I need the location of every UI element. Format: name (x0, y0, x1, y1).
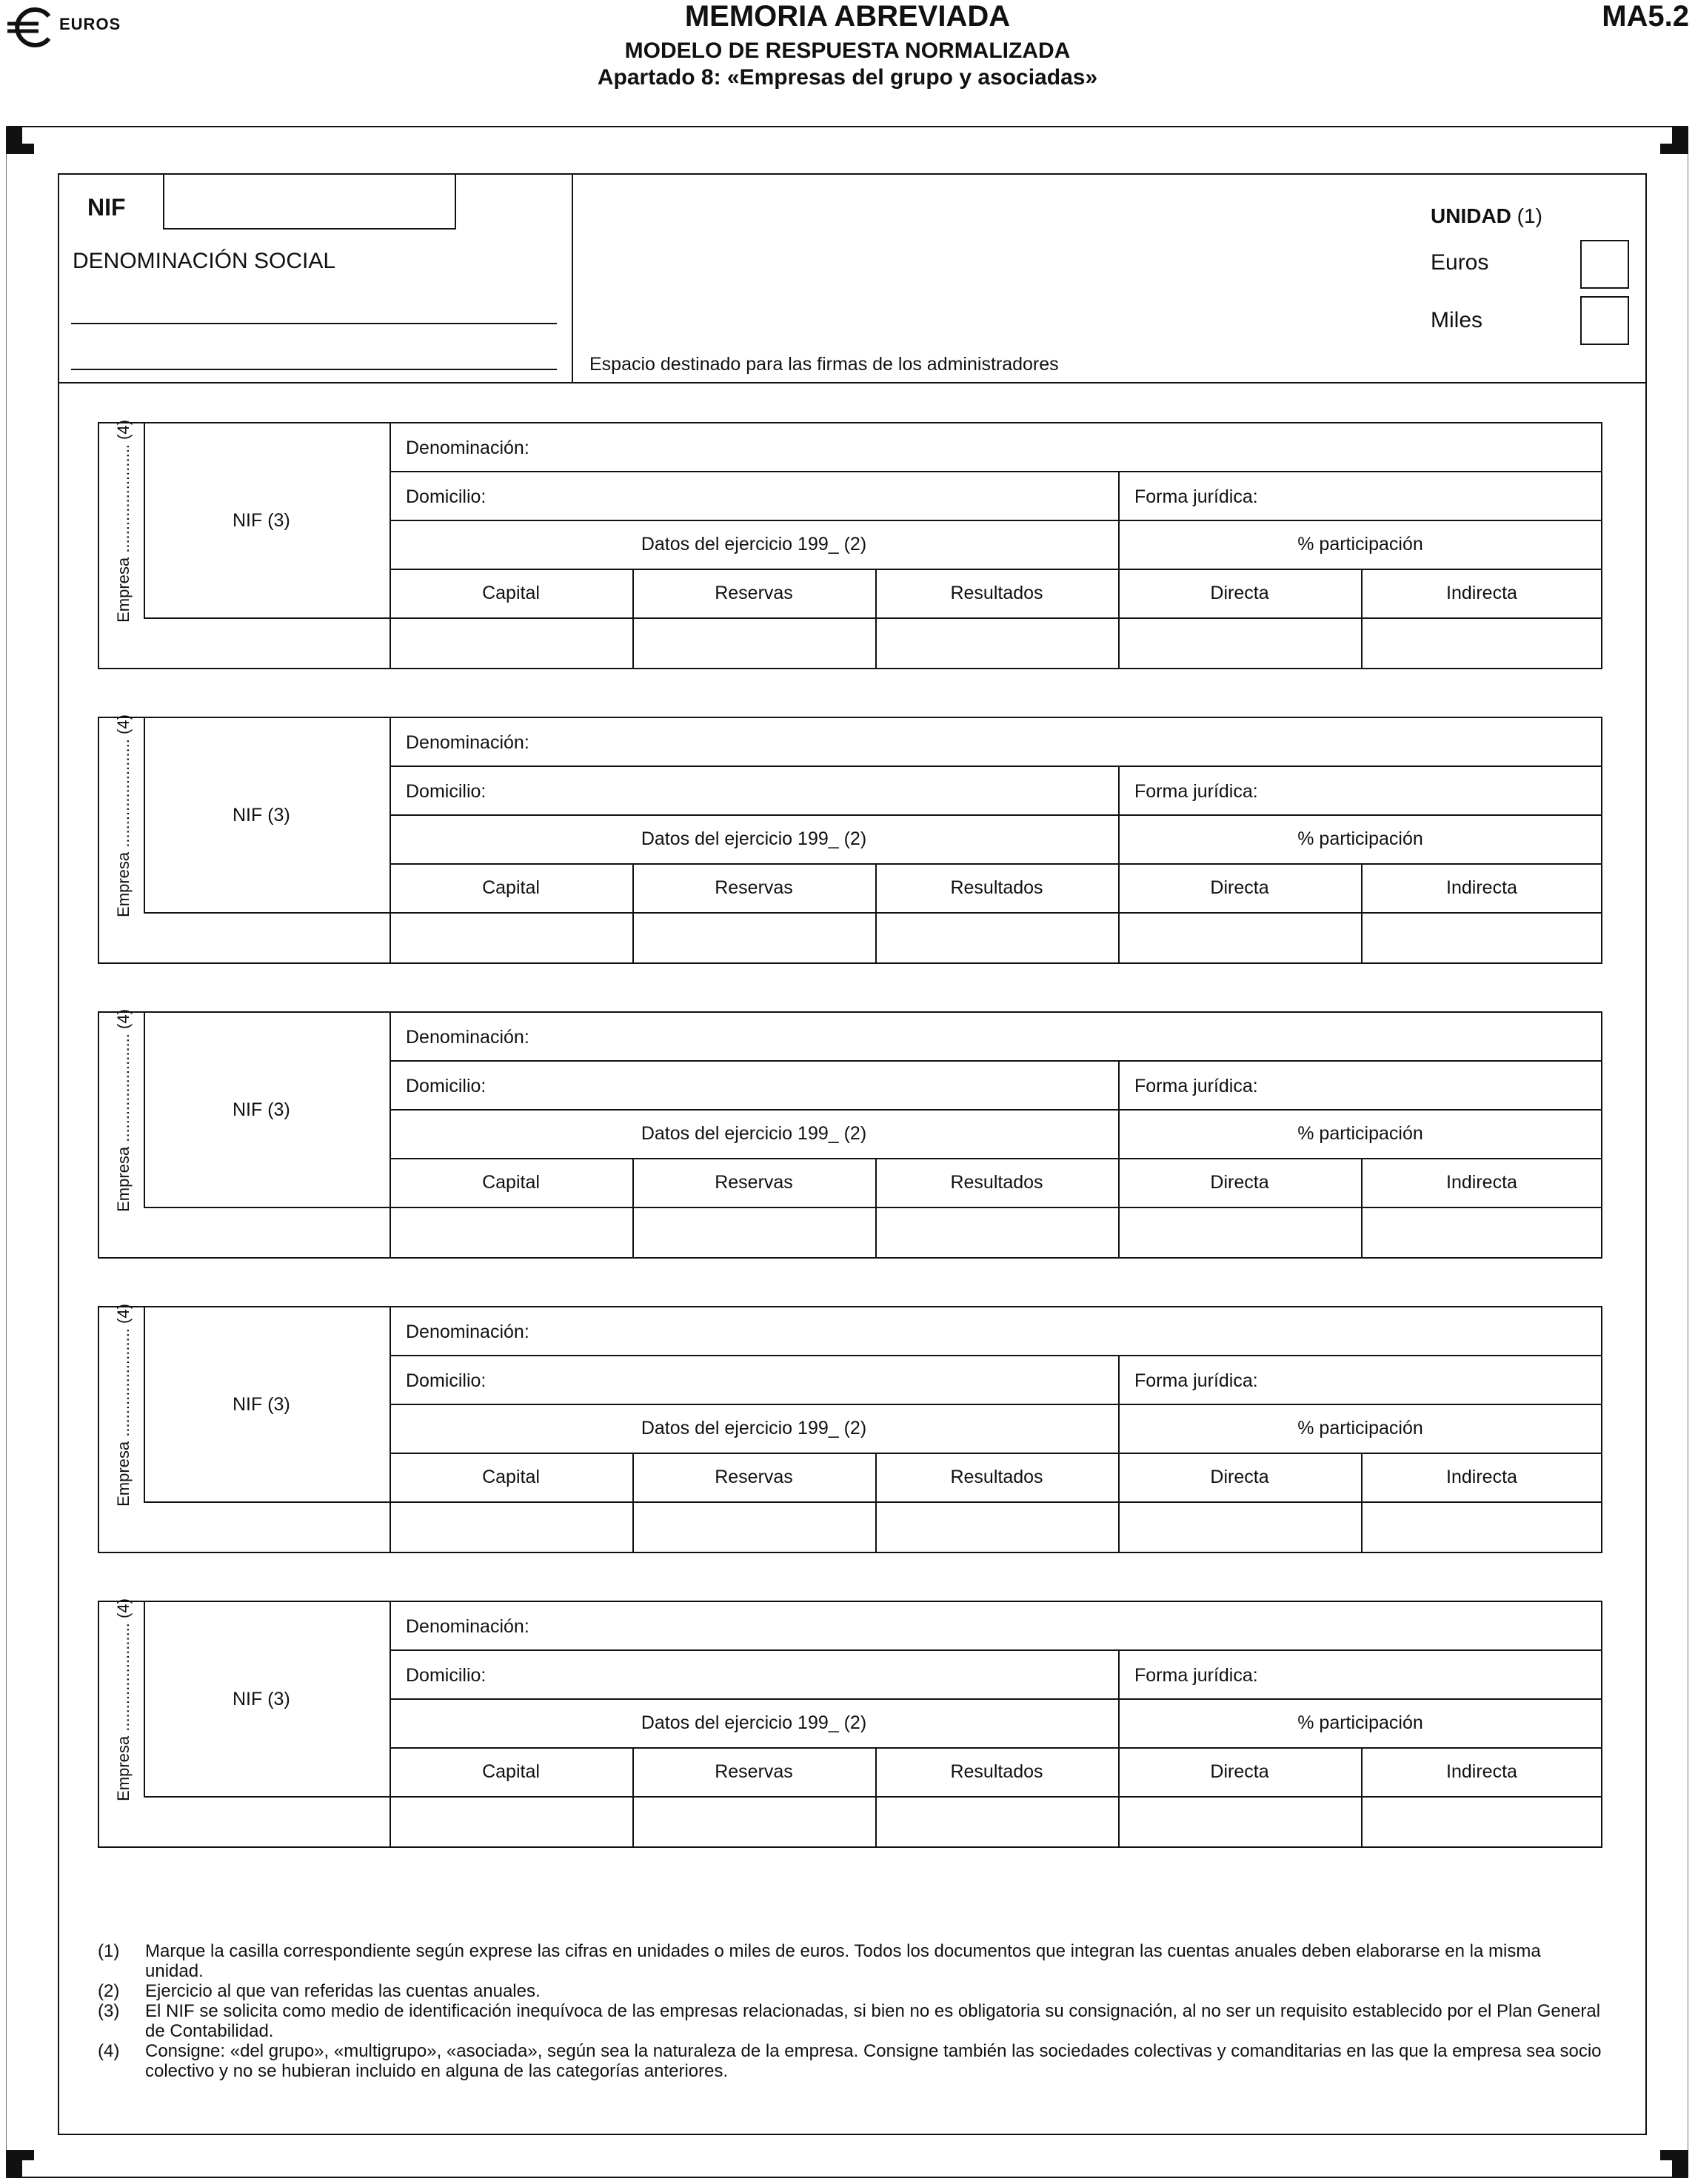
col-reservas: Reservas (715, 877, 793, 898)
forma-juridica-label: Forma jurídica: (1134, 1370, 1258, 1391)
participacion-label: % participación (1297, 534, 1423, 555)
company-nif-label: NIF (3) (233, 1099, 290, 1120)
denominacion-label: Denominación: (406, 1027, 529, 1048)
domicilio-label: Domicilio: (406, 1076, 487, 1096)
col-directa: Directa (1210, 1467, 1269, 1487)
footnote-text: Marque la casilla correspondiente según exprese las cifras en unidades o miles de euros. Todos los documentos que integran las cuentas anuales deben elaborarse en la misma unidad. (145, 1941, 1541, 1981)
col-indirecta: Indirecta (1446, 1172, 1517, 1193)
col-resultados: Resultados (950, 583, 1043, 603)
datos-ejercicio-label: Datos del ejercicio 199_ (2) (641, 828, 867, 849)
footnotes (98, 1941, 1602, 2081)
col-resultados: Resultados (950, 877, 1043, 898)
unidad-label-text: UNIDAD (1431, 204, 1511, 227)
footnote-number: (1) (98, 1941, 120, 1961)
col-reservas: Reservas (715, 1467, 793, 1487)
company-nif-label: NIF (3) (233, 510, 290, 531)
forma-juridica-label: Forma jurídica: (1134, 781, 1258, 802)
company-block-1 (98, 422, 1602, 669)
unidad-note: (1) (1517, 204, 1542, 227)
footnote-text: Ejercicio al que van referidas las cuentas anuales. (145, 1981, 541, 2001)
corner-mark-top-left (6, 127, 22, 154)
footnote-number: (3) (98, 2001, 120, 2021)
corner-mark-bottom-left (6, 2150, 22, 2177)
col-resultados: Resultados (950, 1761, 1043, 1782)
col-capital: Capital (482, 1467, 540, 1487)
corner-mark-bottom-right (1672, 2150, 1688, 2177)
domicilio-label: Domicilio: (406, 781, 487, 802)
col-directa: Directa (1210, 583, 1269, 603)
forma-juridica-label: Forma jurídica: (1134, 1665, 1258, 1686)
col-reservas: Reservas (715, 583, 793, 603)
footnote-2 (98, 1981, 1602, 2001)
domicilio-label: Domicilio: (406, 1370, 487, 1391)
footnote-number: (2) (98, 1981, 120, 2001)
col-indirecta: Indirecta (1446, 877, 1517, 898)
datos-ejercicio-label: Datos del ejercicio 199_ (2) (641, 534, 867, 555)
datos-ejercicio-label: Datos del ejercicio 199_ (2) (641, 1123, 867, 1144)
footnote-1 (98, 1941, 1602, 1981)
col-reservas: Reservas (715, 1761, 793, 1782)
col-capital: Capital (482, 583, 540, 603)
nif-field[interactable] (163, 175, 456, 230)
forma-juridica-label: Forma jurídica: (1134, 1076, 1258, 1096)
empresa-type-label: Empresa ........................ (4) (114, 1598, 133, 1801)
empresa-type-label: Empresa ........................ (4) (114, 1304, 133, 1507)
denominacion-social-label: DENOMINACIÓN SOCIAL (73, 249, 336, 273)
company-block-4 (98, 1306, 1602, 1553)
col-resultados: Resultados (950, 1172, 1043, 1193)
company-block-5 (98, 1598, 1602, 1848)
col-indirecta: Indirecta (1446, 1761, 1517, 1782)
domicilio-label: Domicilio: (406, 1665, 487, 1686)
company-nif-label: NIF (3) (233, 1689, 290, 1709)
col-reservas: Reservas (715, 1172, 793, 1193)
participacion-label: % participación (1297, 1418, 1423, 1438)
footnote-3 (98, 2001, 1602, 2041)
col-indirecta: Indirecta (1446, 1467, 1517, 1487)
nif-label: NIF (87, 194, 126, 221)
datos-ejercicio-label: Datos del ejercicio 199_ (2) (641, 1712, 867, 1733)
page-title: MEMORIA ABREVIADA (684, 0, 1011, 33)
participacion-label: % participación (1297, 1123, 1423, 1144)
col-capital: Capital (482, 877, 540, 898)
company-block-3 (98, 1011, 1602, 1259)
denominacion-label: Denominación: (406, 732, 529, 753)
datos-ejercicio-label: Datos del ejercicio 199_ (2) (641, 1418, 867, 1438)
miles-checkbox[interactable] (1580, 296, 1629, 345)
denominacion-label: Denominación: (406, 1322, 529, 1342)
col-directa: Directa (1210, 1172, 1269, 1193)
denominacion-label: Denominación: (406, 1616, 529, 1637)
form-code: MA5.2 (1602, 0, 1689, 33)
currency-label: EUROS (59, 15, 121, 33)
company-nif-label: NIF (3) (233, 1394, 290, 1415)
signature-space-label: Espacio destinado para las firmas de los administradores (589, 354, 1059, 375)
denominacion-line-1[interactable] (71, 323, 557, 324)
empresa-type-label: Empresa ........................ (4) (114, 420, 133, 623)
footnote-text: El NIF se solicita como medio de identificación inequívoca de las empresas relacionadas, si bien no es obligatoria su consignación, al no ser un requisito establecido por el Plan General de Contabilidad. (145, 2001, 1601, 2041)
corner-mark-top-right (1672, 127, 1688, 154)
miles-label: Miles (1431, 308, 1483, 332)
forma-juridica-label: Forma jurídica: (1134, 486, 1258, 507)
denominacion-line-2[interactable] (71, 369, 557, 370)
company-block-2 (98, 714, 1602, 964)
empresa-type-label: Empresa ........................ (4) (114, 714, 133, 917)
id-divider (58, 382, 1647, 383)
col-directa: Directa (1210, 877, 1269, 898)
page-subtitle: MODELO DE RESPUESTA NORMALIZADA (624, 38, 1071, 63)
col-resultados: Resultados (950, 1467, 1043, 1487)
footnote-number: (4) (98, 2041, 120, 2061)
id-divider-vertical (572, 173, 573, 383)
denominacion-label: Denominación: (406, 438, 529, 458)
col-directa: Directa (1210, 1761, 1269, 1782)
unidad-label (1431, 204, 1542, 228)
domicilio-label: Domicilio: (406, 486, 487, 507)
euros-label: Euros (1431, 250, 1489, 275)
empresa-type-label: Empresa ........................ (4) (114, 1009, 133, 1212)
participacion-label: % participación (1297, 828, 1423, 849)
section-title: Apartado 8: «Empresas del grupo y asociadas» (597, 65, 1098, 90)
participacion-label: % participación (1297, 1712, 1423, 1733)
footnote-4 (98, 2041, 1602, 2081)
footnote-text: Consigne: «del grupo», «multigrupo», «asociada», según sea la naturaleza de la empresa. Consigne también las sociedades colectivas y comanditarias en las que la empresa sea socio colectivo y no se hubieran incluido en alguna de las categorías anteriores. (145, 2041, 1602, 2081)
col-capital: Capital (482, 1172, 540, 1193)
euros-checkbox[interactable] (1580, 240, 1629, 289)
company-nif-label: NIF (3) (233, 805, 290, 825)
col-capital: Capital (482, 1761, 540, 1782)
col-indirecta: Indirecta (1446, 583, 1517, 603)
